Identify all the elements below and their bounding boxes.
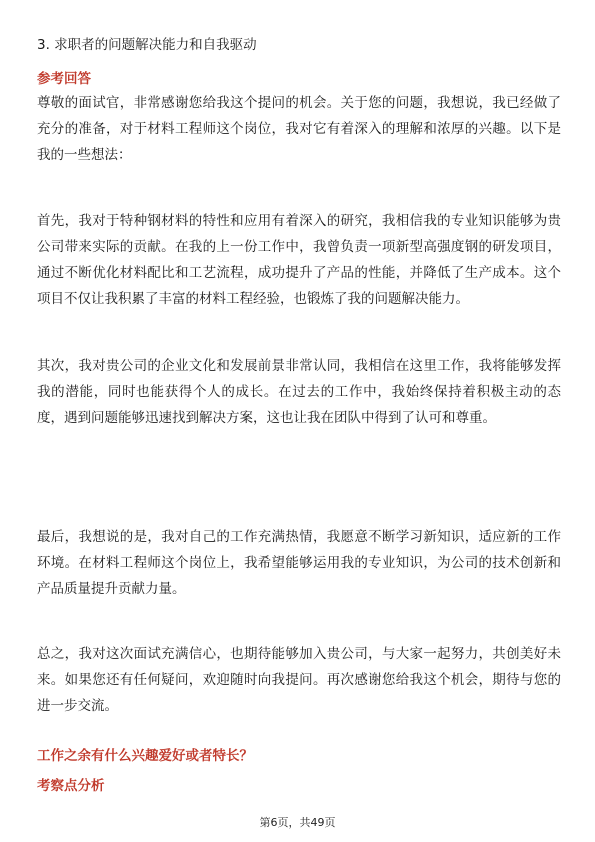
answer-label: 参考回答 — [37, 71, 91, 87]
page-number-footer: 第6页，共49页 — [259, 816, 336, 829]
analysis-label: 考察点分析 — [37, 778, 105, 794]
section-heading: 3. 求职者的问题解决能力和自我驱动 — [37, 37, 257, 53]
answer-paragraph-3: 其次，我对贵公司的企业文化和发展前景非常认同，我相信在这里工作，我将能够发挥我的潜能，同时也能获得个人的成长。在过去的工作中，我始终保持着积极主动的态度，遇到问题能够迅速找到解决方案，这也让我在团队中得到了认可和尊重。 — [37, 358, 561, 426]
next-question-heading: 工作之余有什么兴趣爱好或者特长？ — [37, 748, 253, 764]
answer-paragraph-4: 最后，我想说的是，我对自己的工作充满热情，我愿意不断学习新知识，适应新的工作环境。在材料工程师这个岗位上，我希望能够运用我的专业知识，为公司的技术创新和产品质量提升贡献力量。 — [37, 529, 561, 597]
answer-paragraph-2: 首先，我对于特种钢材料的特性和应用有着深入的研究，我相信我的专业知识能够为贵公司带来实际的贡献。在我的上一份工作中，我曾负责一项新型高强度钢的研发项目，通过不断优化材料配比和工艺流程，成功提升了产品的性能，并降低了生产成本。这个项目不仅让我积累了丰富的材料工程经验，也锻炼了我的问题解决能力。 — [37, 213, 561, 307]
answer-paragraph-1: 尊敬的面试官，非常感谢您给我这个提问的机会。关于您的问题，我想说，我已经做了充分的准备，对于材料工程师这个岗位，我对它有着深入的理解和浓厚的兴趣。以下是我的一些想法： — [37, 95, 561, 163]
answer-paragraph-5: 总之，我对这次面试充满信心，也期待能够加入贵公司，与大家一起努力，共创美好未来。如果您还有任何疑问，欢迎随时向我提问。再次感谢您给我这个机会，期待与您的进一步交流。 — [37, 646, 561, 714]
